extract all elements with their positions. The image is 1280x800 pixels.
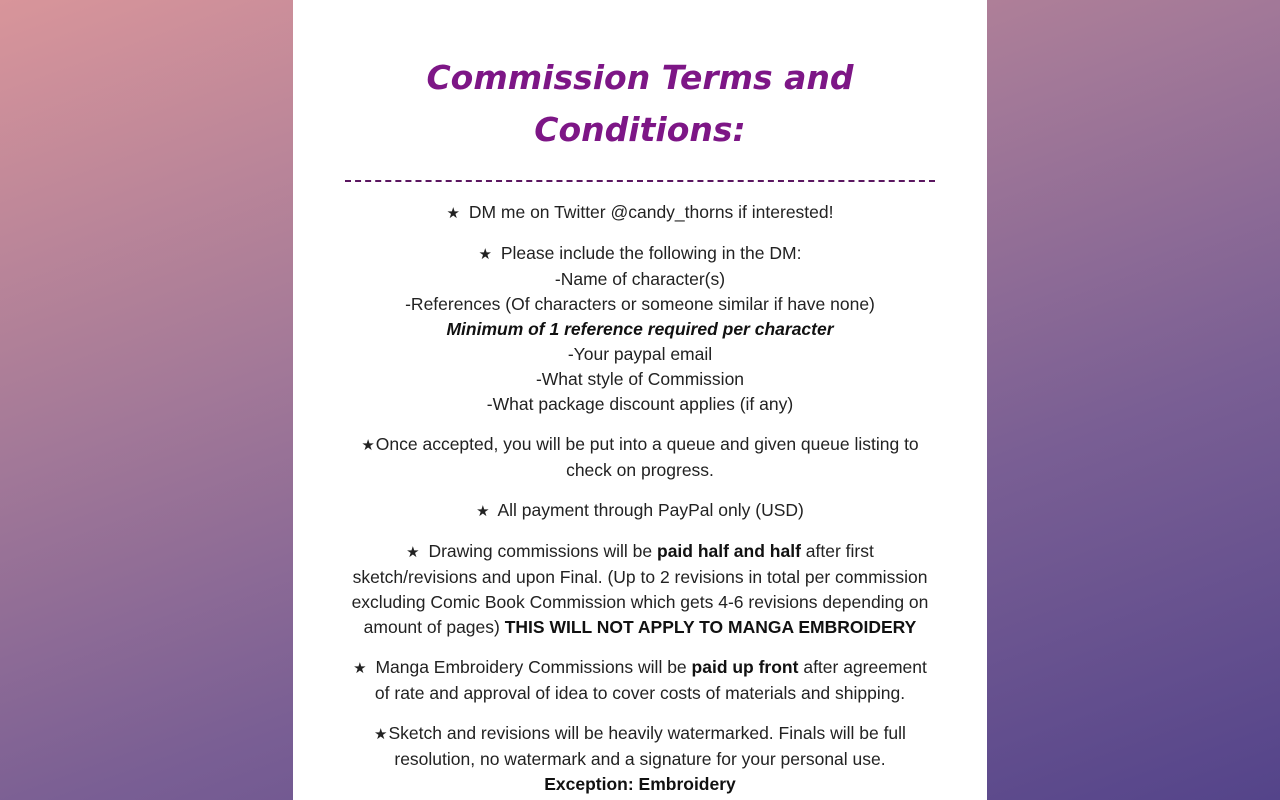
term-dm: ★ DM me on Twitter @candy_thorns if interested!: [345, 200, 935, 226]
star-icon: ★: [476, 503, 490, 520]
include-intro: ★ Please include the following in the DM:: [479, 243, 802, 263]
term-drawing: ★ Drawing commissions will be paid half and half after first sketch/revisions and upon Final. (Up to 2 revisions in total per commission excluding Comic Book Commission which gets 4-6 revisions depending on amount of pages) THIS WILL NOT APPLY TO MANGA EMBROIDERY: [351, 541, 929, 637]
term-include: [345, 241, 935, 417]
star-icon: ★: [361, 437, 375, 454]
include-item: -Name of character(s): [554, 269, 726, 289]
terms-content: [345, 200, 935, 797]
term-manga: ★ Manga Embroidery Commissions will be paid up front after agreement of rate and approval of idea to cover costs of materials and shipping.: [353, 657, 927, 703]
include-item-note: Minimum of 1 reference required per character: [446, 319, 834, 339]
terms-card: [293, 0, 987, 800]
page-title: Commission Terms and Conditions:: [426, 58, 854, 149]
exception-note: Exception: Embroidery: [544, 774, 736, 794]
star-icon: ★: [406, 544, 420, 561]
star-icon: ★: [374, 726, 388, 743]
include-item: -Your paypal email: [567, 344, 713, 364]
include-item: -What package discount applies (if any): [486, 394, 794, 414]
star-icon: ★: [478, 246, 492, 263]
dashed-divider: [345, 180, 935, 182]
term-queue: ★Once accepted, you will be put into a queue and given queue listing to check on progress.: [361, 434, 919, 480]
include-item: -References (Of characters or someone similar if have none): [405, 294, 875, 314]
term-payment: ★ All payment through PayPal only (USD): [345, 498, 935, 524]
include-item: -What style of Commission: [535, 369, 745, 389]
term-watermark: ★Sketch and revisions will be heavily watermarked. Finals will be full resolution, no watermark and a signature for your personal use. Exception: Embroidery: [345, 721, 935, 797]
star-icon: ★: [353, 660, 367, 677]
star-icon: ★: [446, 205, 460, 222]
